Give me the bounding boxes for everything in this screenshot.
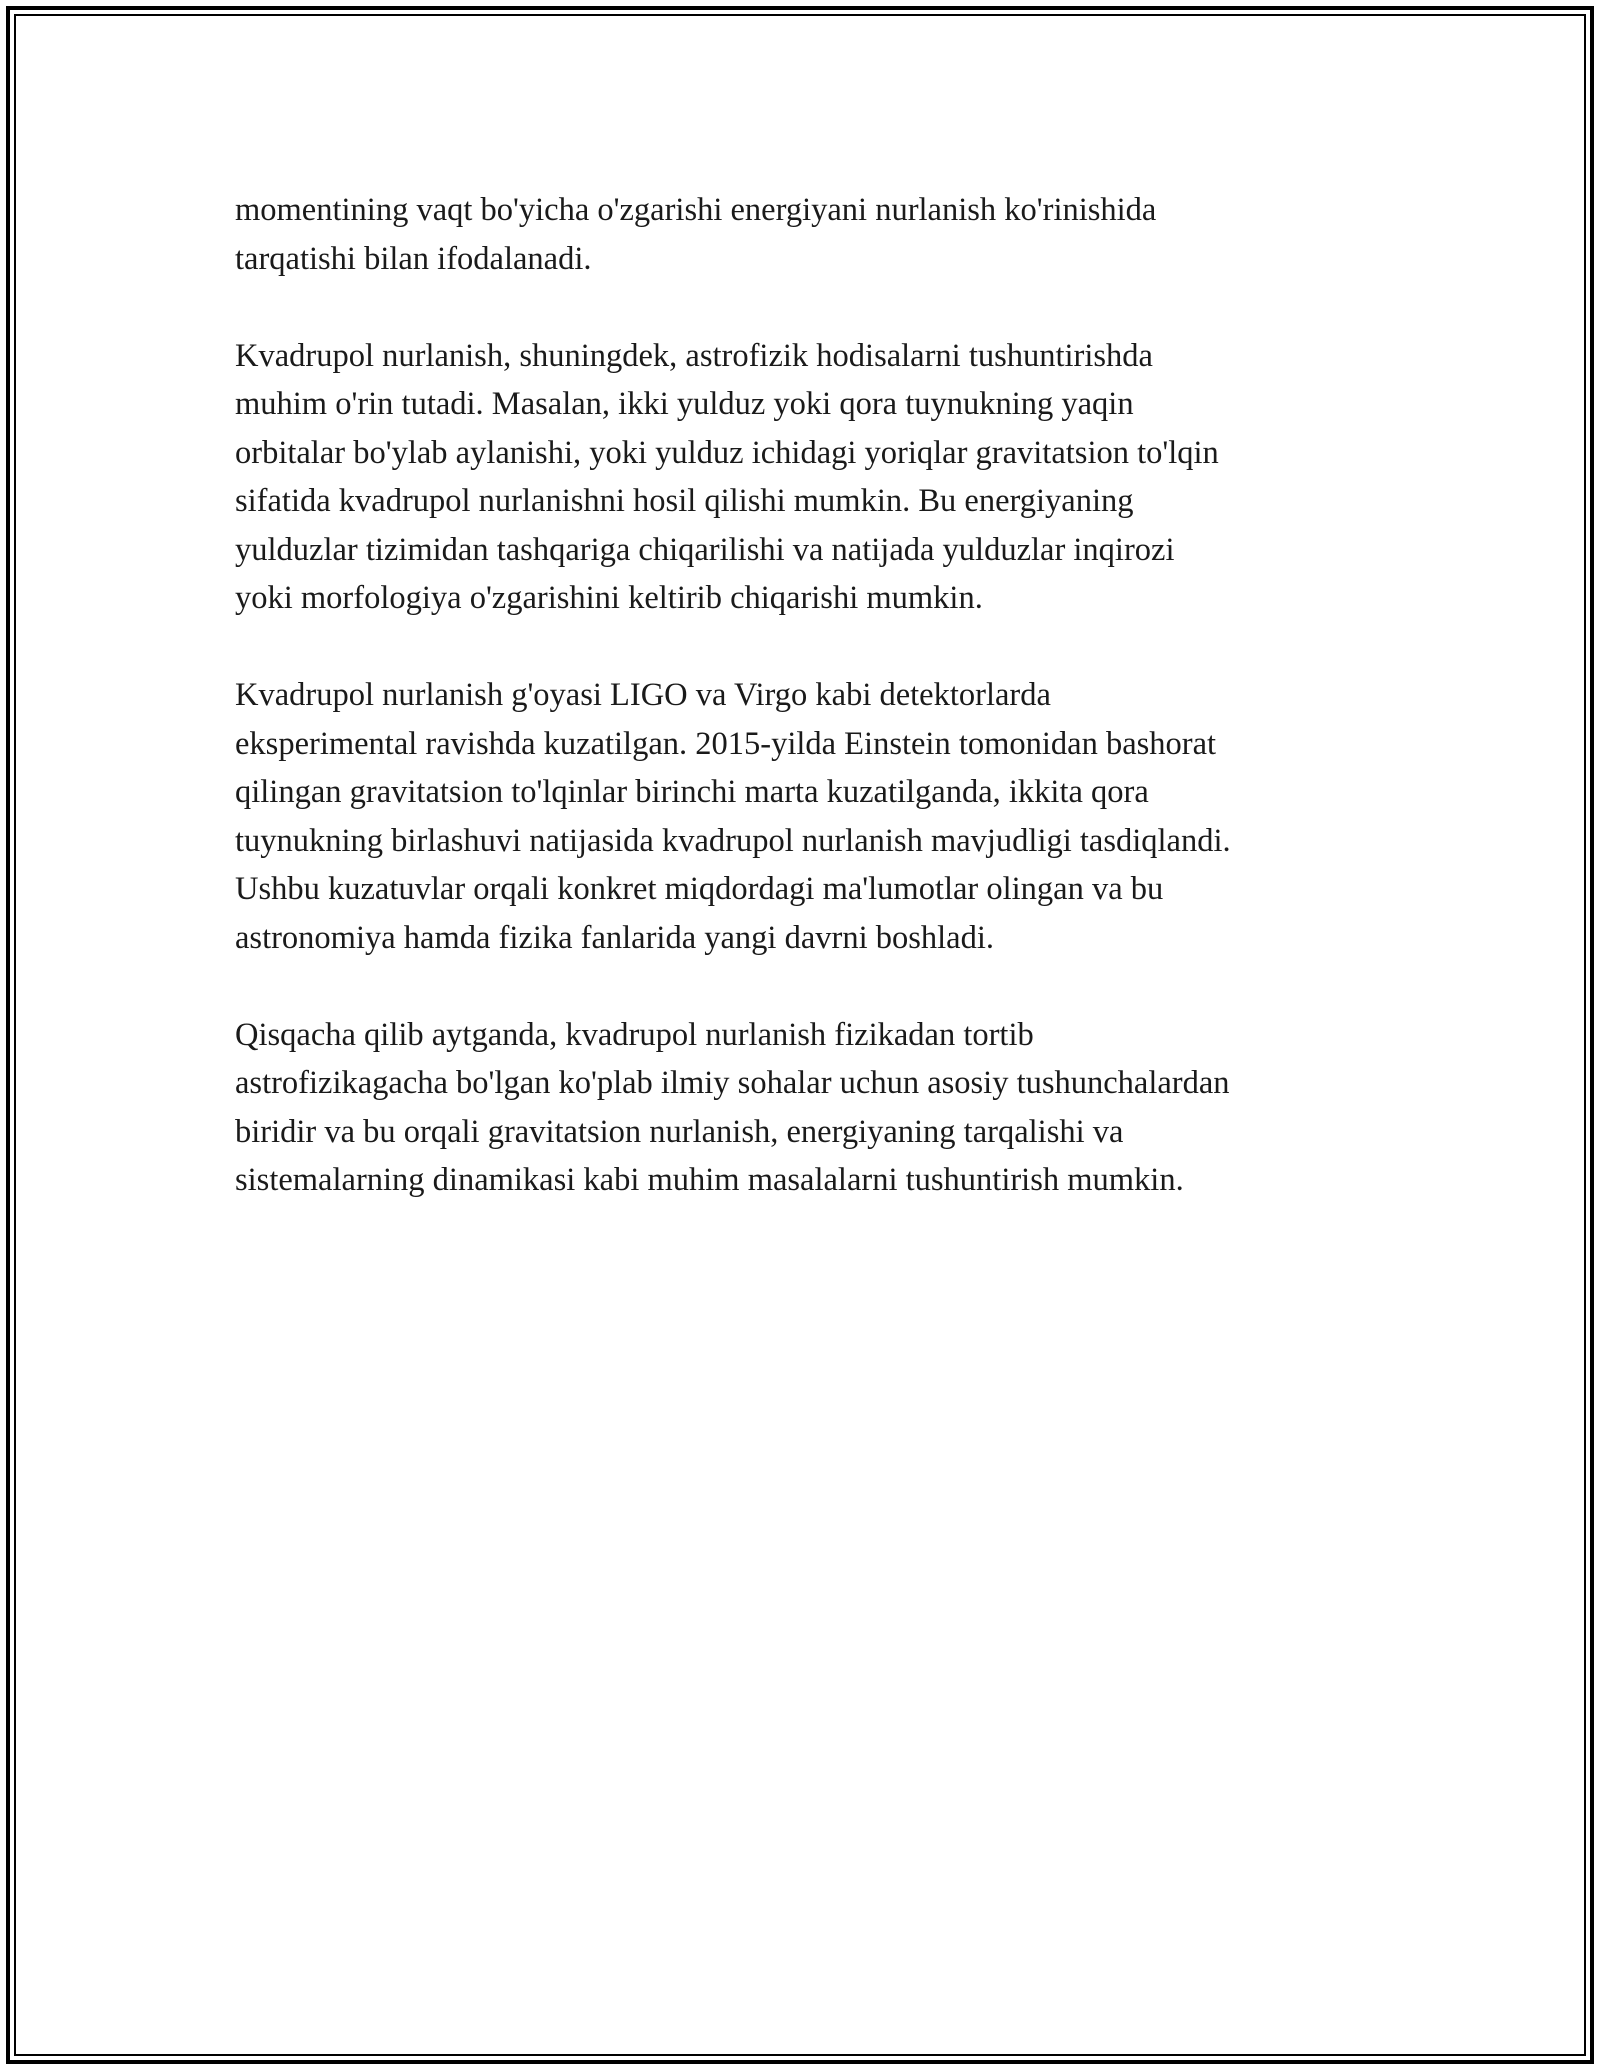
text-line: Kvadrupol nurlanish, shuningdek, astrofizik hodisalarni tushuntirishda bbox=[235, 337, 1153, 374]
document-body bbox=[235, 186, 1370, 1253]
text-line: Ushbu kuzatuvlar orqali konkret miqdordagi ma'lumotlar olingan va bu bbox=[235, 871, 1164, 907]
text-line: yulduzlar tizimidan tashqariga chiqarilishi va natijada yulduzlar inqirozi bbox=[235, 531, 1175, 568]
text-line: sistemalarning dinamikasi kabi muhim masalalarni tushuntirish mumkin. bbox=[235, 1162, 1184, 1198]
text-line: astronomiya hamda fizika fanlarida yangi davrni boshladi. bbox=[235, 919, 994, 956]
paragraph-2 bbox=[235, 332, 1370, 623]
paragraph-4 bbox=[235, 1011, 1370, 1205]
text-line: biridir va bu orqali gravitatsion nurlanish, energiyaning tarqalishi va bbox=[235, 1113, 1124, 1150]
text-line: sifatida kvadrupol nurlanishni hosil qilishi mumkin. Bu energiyaning bbox=[235, 483, 1134, 519]
text-line: orbitalar bo'ylab aylanishi, yoki yulduz ichidagi yoriqlar gravitatsion to'lqin bbox=[235, 434, 1219, 471]
text-line: astrofizikagacha bo'lgan ko'plab ilmiy sohalar uchun asosiy tushunchalardan bbox=[235, 1065, 1230, 1101]
text-line: qilingan gravitatsion to'lqinlar birinchi marta kuzatilganda, ikkita qora bbox=[235, 774, 1149, 810]
text-line: yoki morfologiya o'zgarishini keltirib chiqarishi mumkin. bbox=[235, 580, 983, 616]
text-line: Qisqacha qilib aytganda, kvadrupol nurlanish fizikadan tortib bbox=[235, 1016, 1034, 1053]
text-line: momentining vaqt bo'yicha o'zgarishi energiyani nurlanish ko'rinishida bbox=[235, 192, 1157, 228]
text-line: tuynukning birlashuvi natijasida kvadrupol nurlanish mavjudligi tasdiqlandi. bbox=[235, 822, 1231, 859]
text-line: tarqatishi bilan ifodalanadi. bbox=[235, 240, 592, 277]
paragraph-3 bbox=[235, 671, 1370, 962]
text-line: eksperimental ravishda kuzatilgan. 2015-yilda Einstein tomonidan bashorat bbox=[235, 725, 1217, 762]
paragraph-1 bbox=[235, 186, 1370, 283]
text-line: muhim o'rin tutadi. Masalan, ikki yulduz yoki qora tuynukning yaqin bbox=[235, 386, 1134, 422]
text-line: Kvadrupol nurlanish g'oyasi LIGO va Virgo kabi detektorlarda bbox=[235, 677, 1051, 713]
